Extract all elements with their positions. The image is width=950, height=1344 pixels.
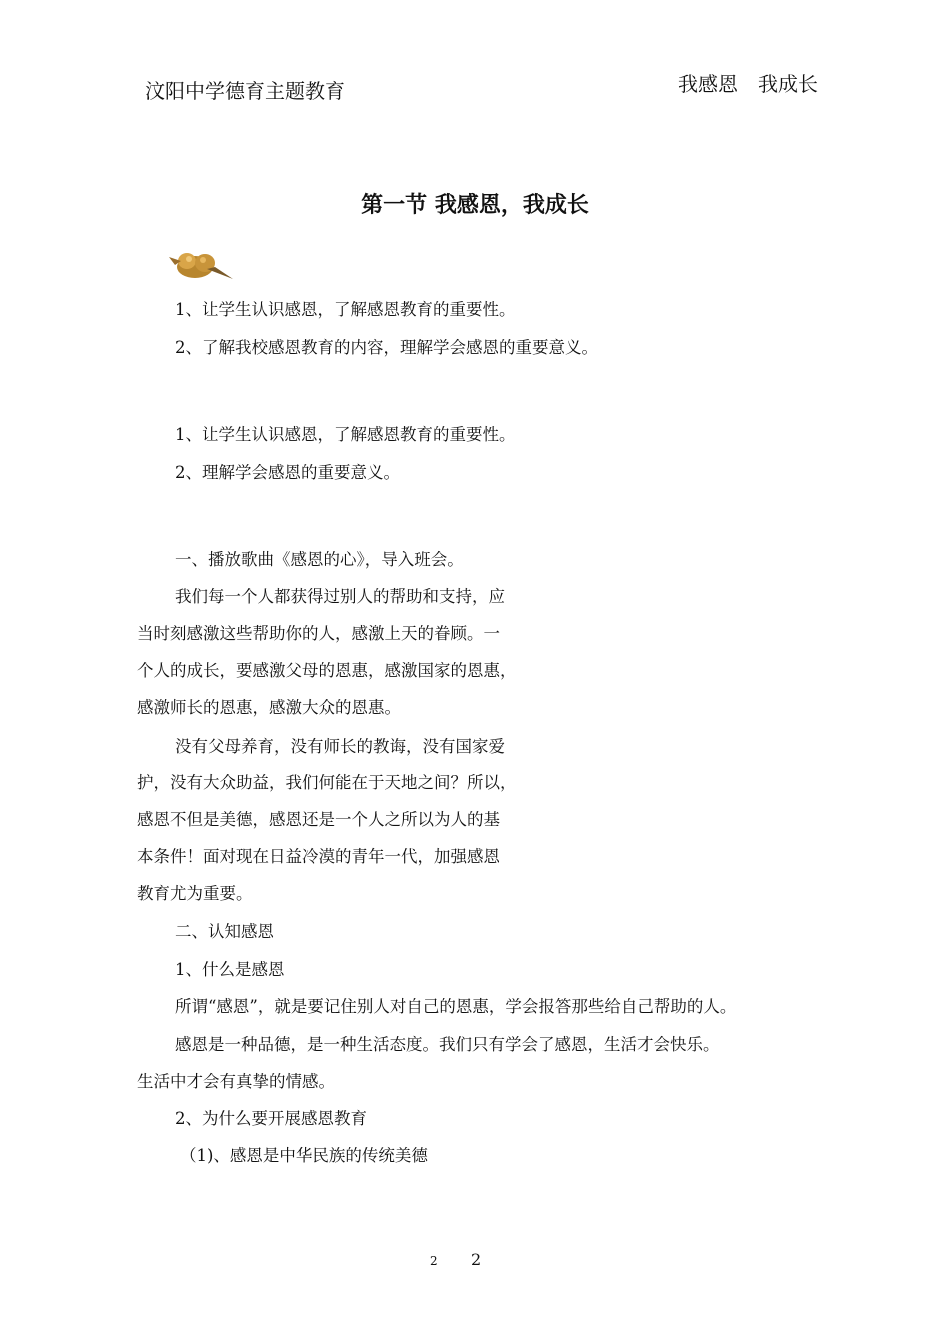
section-1-heading: 一、播放歌曲《感恩的心》，导入班会。 bbox=[175, 550, 464, 569]
key-point-2: 2、理解学会感恩的重要意义。 bbox=[175, 463, 400, 482]
angel-ornament-icon bbox=[165, 245, 235, 283]
paragraph-1-line: 我们每一个人都获得过别人的帮助和支持，应 bbox=[175, 587, 505, 606]
key-point-1: 1、让学生认识感恩，了解感恩教育的重要性。 bbox=[175, 425, 516, 444]
paragraph-2-line: 没有父母养育，没有师长的教诲，没有国家爱 bbox=[175, 737, 505, 756]
paragraph-2-line: 感恩不但是美德，感恩还是一个人之所以为人的基 bbox=[137, 810, 500, 829]
section-2-heading: 二、认知感恩 bbox=[175, 922, 274, 941]
paragraph-1-line: 个人的成长，要感激父母的恩惠，感激国家的恩惠， bbox=[137, 661, 517, 680]
page-number: 2 bbox=[471, 1250, 482, 1269]
paragraph-2-line: 护，没有大众助益，我们何能在于天地之间？所以， bbox=[137, 773, 517, 792]
page-title: 第一节 我感恩，我成长 bbox=[361, 193, 589, 218]
paragraph-1-line: 感激师长的恩惠，感激大众的恩惠。 bbox=[137, 698, 401, 717]
paragraph-3-line: 生活中才会有真挚的情感。 bbox=[137, 1072, 335, 1091]
paragraph-1-line: 当时刻感激这些帮助你的人，感激上天的眷顾。一 bbox=[137, 624, 500, 643]
page-number-small: 2 bbox=[430, 1254, 438, 1268]
definition-paragraph: 所谓“感恩”，就是要记住别人对自己的恩惠，学会报答那些给自己帮助的人。 bbox=[175, 997, 737, 1016]
subsection-2-1: 1、什么是感恩 bbox=[175, 960, 285, 979]
objective-1: 1、让学生认识感恩，了解感恩教育的重要性。 bbox=[175, 300, 516, 319]
paragraph-2-line: 本条件！面对现在日益冷漠的青年一代，加强感恩 bbox=[137, 847, 500, 866]
header-left: 汶阳中学德育主题教育 bbox=[145, 79, 345, 103]
subsection-2-2: 2、为什么要开展感恩教育 bbox=[175, 1109, 367, 1128]
paragraph-2-line: 教育尤为重要。 bbox=[137, 884, 253, 903]
subsection-2-2-1: （1)、感恩是中华民族的传统美德 bbox=[180, 1146, 428, 1165]
header-right: 我感恩 我成长 bbox=[678, 72, 818, 96]
paragraph-3-line: 感恩是一种品德，是一种生活态度。我们只有学会了感恩，生活才会快乐。 bbox=[175, 1035, 720, 1054]
objective-2: 2、了解我校感恩教育的内容，理解学会感恩的重要意义。 bbox=[175, 338, 598, 357]
